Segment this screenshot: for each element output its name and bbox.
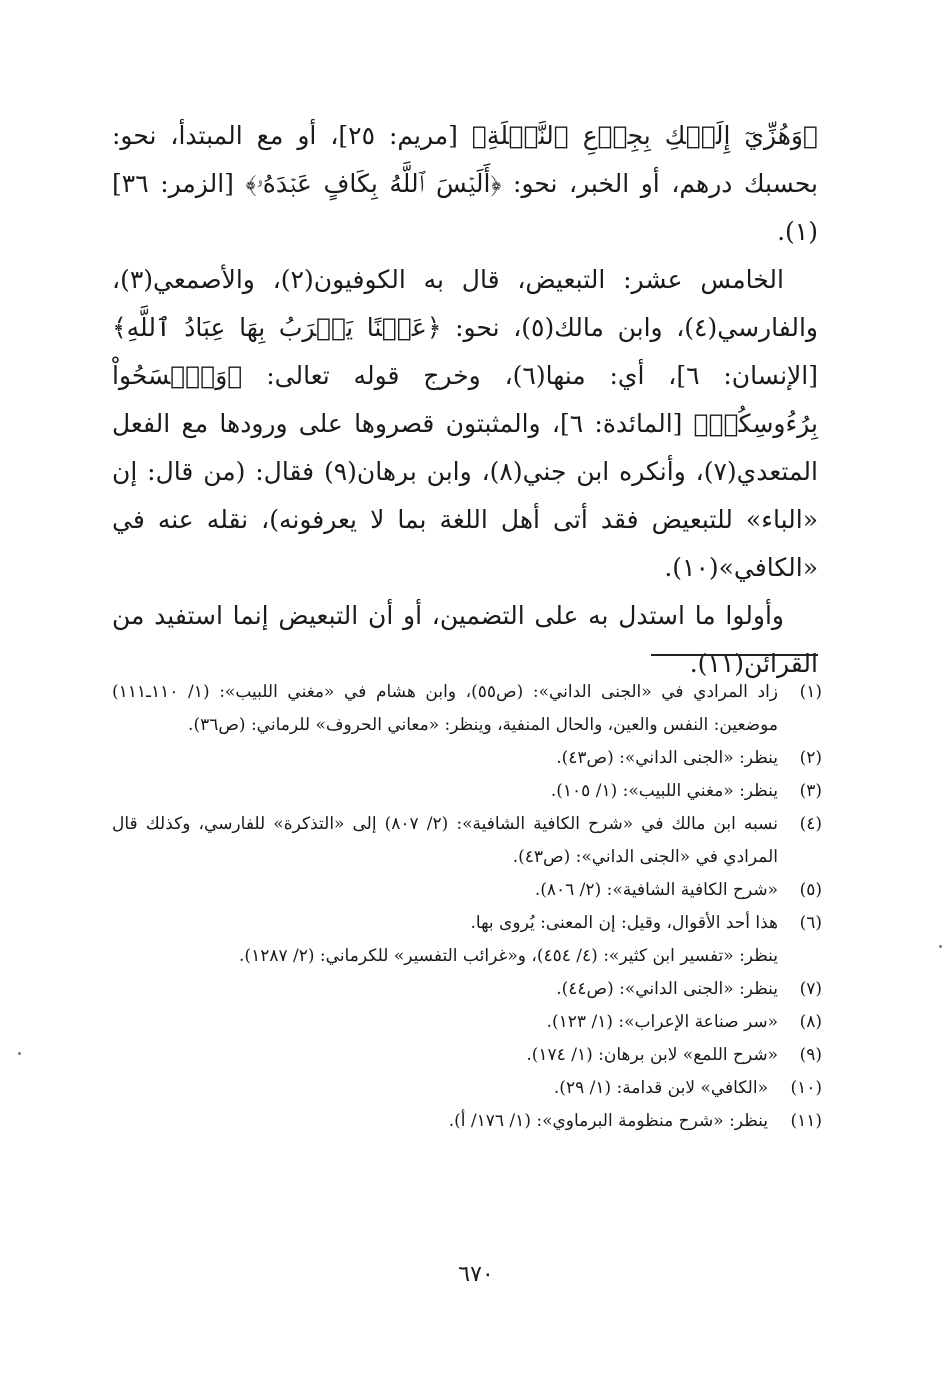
footnote-number: (١): [799, 682, 822, 702]
footnote-text: ينظر: «الجنى الداني»: (ص٤٣).: [556, 748, 778, 768]
footnote-number: (٨): [799, 1012, 822, 1032]
footnote-4: [112, 808, 822, 874]
footnote-9: [112, 1039, 822, 1072]
paragraph-1: ﴿وَهُزِّيٓ إِلَيۡكِ بِجِذۡعِ ٱلنَّخۡلَةِ﴾ [مريم: ٢٥]، أو مع المبتدأ، نحو: بحسبك درهم، أو الخبر، نحو: ﴿أَلَيۡسَ ٱللَّهُ بِكَافٍ عَبۡدَهُۥ﴾ [الزمر: ٣٦](١).: [112, 121, 818, 246]
footnote-text: هذا أحد الأقوال، وقيل: إن المعنى: يُروى بها.: [470, 913, 778, 933]
footnote-text: ينظر: «تفسير ابن كثير»: (٤/ ٤٥٤)، و«غرائب التفسير» للكرماني: (٢/ ١٢٨٧).: [239, 946, 778, 966]
footnote-1: [112, 676, 822, 742]
scan-speck: [18, 1052, 21, 1055]
footnote-6-continuation: [112, 940, 822, 973]
footnote-text: «شرح الكافية الشافية»: (٢/ ٨٠٦).: [534, 880, 778, 900]
footnote-6: [112, 907, 822, 940]
footnote-text: نسبه ابن مالك في «شرح الكافية الشافية»: (٢/ ٨٠٧) إلى «التذكرة» للفارسي، وكذلك قال المرادي في «الجنى الداني»: (ص٤٣).: [112, 814, 779, 867]
footnote-text: «سر صناعة الإعراب»: (١/ ١٢٣).: [546, 1012, 778, 1032]
footnote-number: (٩): [799, 1045, 822, 1065]
footnote-number: (٥): [799, 880, 822, 900]
footnote-number: (٣): [799, 781, 822, 801]
footnote-number: (١١): [790, 1111, 822, 1131]
footnote-3: [112, 775, 822, 808]
paragraph-2: الخامس عشر: التبعيض، قال به الكوفيون(٢)، والأصمعي(٣)، والفارسي(٤)، وابن مالك(٥)، نحو: ﴿عَيۡنًا يَشۡرَبُ بِهَا عِبَادُ ٱللَّهِ﴾ [الإنسان: ٦]، أي: منها(٦)، وخرج قوله تعالى: ﴿وَٱمۡسَحُواْ بِرُءُوسِكُمۡ﴾ [المائدة: ٦]، والمثبتون قصروها على ورودها مع الفعل المتعدي(٧)، وأنكره ابن جني(٨)، وابن برهان(٩) فقال: (من قال: إن «الباء» للتبعيض فقد أتى أهل اللغة بما لا يعرفونه)، نقله عنه في «الكافي»(١٠).: [112, 265, 818, 582]
footnote-text: «الكافي» لابن قدامة: (١/ ٢٩).: [553, 1078, 768, 1098]
footnotes: [112, 676, 822, 1138]
paragraph-3: وأولوا ما استدل به على التضمين، أو أن التبعيض إنما استفيد من القرائن(١١).: [112, 601, 818, 678]
footnote-number: (٤): [799, 814, 822, 834]
footnote-11: [112, 1105, 822, 1138]
footnote-number: [778, 940, 822, 973]
footnote-number: (٢): [799, 748, 822, 768]
footnote-text: ينظر: «شرح منظومة البرماوي»: (١/ ١٧٦/ أ).: [448, 1111, 768, 1131]
footnote-5: [112, 874, 822, 907]
main-text: [112, 112, 818, 688]
footnote-separator: [651, 654, 818, 656]
footnote-text: ينظر: «مغني اللبيب»: (١/ ١٠٥).: [550, 781, 778, 801]
footnote-number: (٦): [799, 913, 822, 933]
page-number: ٦٧٠: [458, 1262, 494, 1287]
footnote-8: [112, 1006, 822, 1039]
footnote-10: [112, 1072, 822, 1105]
footnote-number: (١٠): [790, 1078, 822, 1098]
footnote-text: «شرح اللمع» لابن برهان: (١/ ١٧٤).: [526, 1045, 778, 1065]
footnote-7: [112, 973, 822, 1006]
footnote-2: [112, 742, 822, 775]
scan-speck: [939, 945, 942, 948]
footnote-text: زاد المرادي في «الجنى الداني»: (ص٥٥)، وابن هشام في «مغني اللبيب»: (١/ ١١٠ـ١١١) موضعين: النفس والعين، والحال المنفية، وينظر: «معاني الحروف» للرماني: (ص٣٦).: [112, 682, 779, 735]
footnote-number: (٧): [799, 979, 822, 999]
footnote-text: ينظر: «الجنى الداني»: (ص٤٤).: [556, 979, 778, 999]
